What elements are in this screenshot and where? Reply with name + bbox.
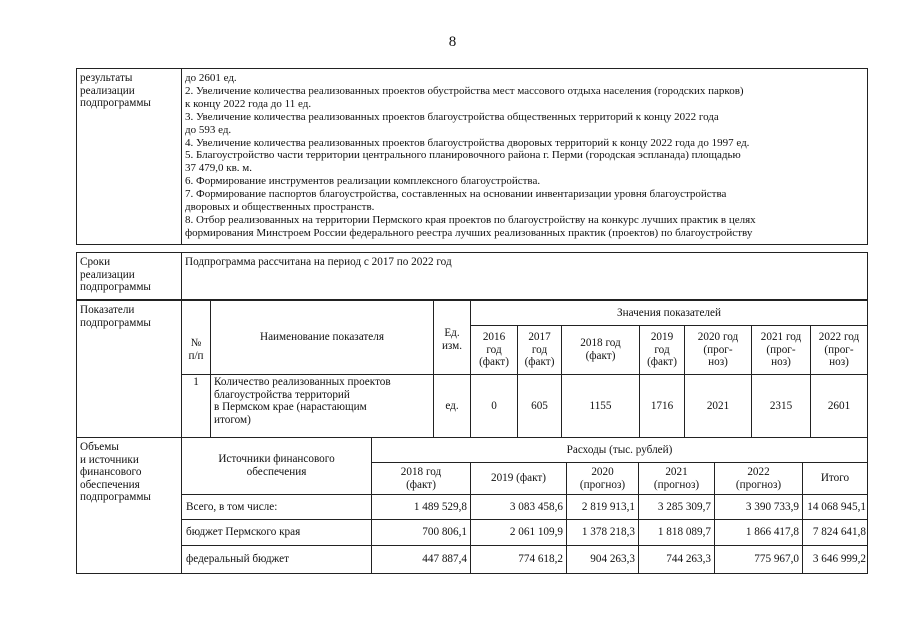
year-header-2021: 2021 год (прог- ноз) [760, 331, 802, 369]
indicator-value-2020: 2021 [706, 399, 730, 412]
indicator-value-2016: 0 [491, 399, 497, 412]
finance-value: 3 646 999,2 [812, 553, 866, 566]
finance-value: 2 061 109,9 [509, 526, 563, 539]
indicator-value-2021: 2315 [769, 399, 793, 412]
terms-label: Сроки реализации подпрограммы [80, 256, 151, 294]
year-header-2022: 2022 год (прог- ноз) [818, 331, 860, 369]
finance-col-2022: 2022 (прогноз) [735, 465, 782, 491]
finance-value: 700 806,1 [422, 526, 467, 539]
finance-value: 1 378 218,3 [581, 526, 635, 539]
indicator-value-2017: 605 [531, 399, 548, 412]
page-number: 8 [448, 34, 457, 50]
finance-value: 3 083 458,6 [509, 500, 563, 513]
finance-value: 775 967,0 [754, 553, 799, 566]
year-header-2018: 2018 год (факт) [580, 337, 621, 362]
finance-value: 3 285 309,7 [657, 500, 711, 513]
indicators-label: Показатели подпрограммы [80, 304, 151, 329]
finance-source-regional: бюджет Пермского края [186, 526, 301, 539]
finance-col-total: Итого [820, 472, 850, 485]
finance-value: 447 887,4 [422, 553, 467, 566]
indicator-row-name: Количество реализованных проектов благоустройства территорий в Пермском крае (нарастающим итогом) [214, 376, 391, 426]
finance-col-2018: 2018 год (факт) [400, 465, 442, 491]
financing-label: Объемы и источники финансового обеспечения подпрограммы [80, 441, 151, 504]
finance-value: 3 390 733,9 [745, 500, 799, 513]
finance-value: 1 489 529,8 [413, 500, 467, 513]
expenses-header: Расходы (тыс. рублей) [566, 443, 673, 456]
year-header-2017: 2017 год (факт) [524, 331, 555, 369]
finance-col-2019: 2019 (факт) [490, 472, 546, 485]
finance-value: 774 618,2 [518, 553, 563, 566]
finance-value: 14 068 945,1 [807, 500, 866, 513]
indicator-row-unit: ед. [445, 399, 459, 412]
finance-value: 1 866 417,8 [745, 526, 799, 539]
indicator-name-header: Наименование показателя [260, 331, 384, 344]
sources-header: Источники финансового обеспечения [218, 453, 335, 478]
year-header-2016: 2016 год (факт) [479, 331, 509, 369]
indicator-value-2019: 1716 [650, 399, 674, 412]
values-header: Значения показателей [617, 306, 721, 319]
terms-text: Подпрограмма рассчитана на период с 2017 по 2022 год [185, 256, 452, 268]
finance-value: 2 819 913,1 [581, 500, 635, 513]
unit-header: Ед. изм. [441, 326, 463, 352]
finance-value: 1 818 089,7 [657, 526, 711, 539]
finance-source-total: Всего, в том числе: [186, 500, 278, 513]
financing-row [76, 437, 868, 574]
indicator-value-2022: 2601 [827, 399, 851, 412]
finance-col-2021: 2021 (прогноз) [653, 465, 700, 491]
results-row [76, 68, 868, 245]
terms-row [76, 252, 868, 300]
year-header-2019: 2019 год (факт) [647, 331, 677, 369]
indicator-value-2018: 1155 [589, 399, 612, 412]
num-header: № п/п [188, 336, 204, 362]
finance-value: 7 824 641,8 [812, 526, 866, 539]
year-header-2020: 2020 год (прог- ноз) [697, 331, 739, 369]
finance-value: 744 263,3 [666, 553, 711, 566]
results-text: до 2601 ед. 2. Увеличение количества реализованных проектов обустройства мест массового отдыха населения (городских парков) к концу 2022 года до 11 ед. 3. Увеличение количества реализованных проектов благоустройства общественных территорий к концу 2022 года до 593 ед. 4. Увеличение количества реализованных проектов благоустройства дворовых территорий к концу 2022 года до 1997 ед. 5. Благоустройство части территории центрального планировочного района г. Перми (городская эспланада) площадью 37 479,0 кв. м. 6. Формирование инструментов реализации комплексного благоустройства. 7. Формирование паспортов благоустройства, составленных на основании инвентаризации уровня благоустройства дворовых и общественных пространств. 8. Отбор реализованных на территории Пермского края проектов по благоустройству на конкурс лучших практик в целях формирования Минстроем России федерального реестра лучших реализованных практик (проектов) по благоустройству [185, 72, 756, 239]
passport-table [76, 68, 868, 574]
results-label: результаты реализации подпрограммы [80, 72, 151, 110]
finance-source-federal: федеральный бюджет [186, 553, 289, 566]
indicators-row [76, 300, 868, 438]
indicator-row-num: 1 [193, 376, 199, 388]
finance-col-2020: 2020 (прогноз) [579, 465, 626, 491]
finance-value: 904 263,3 [590, 553, 635, 566]
